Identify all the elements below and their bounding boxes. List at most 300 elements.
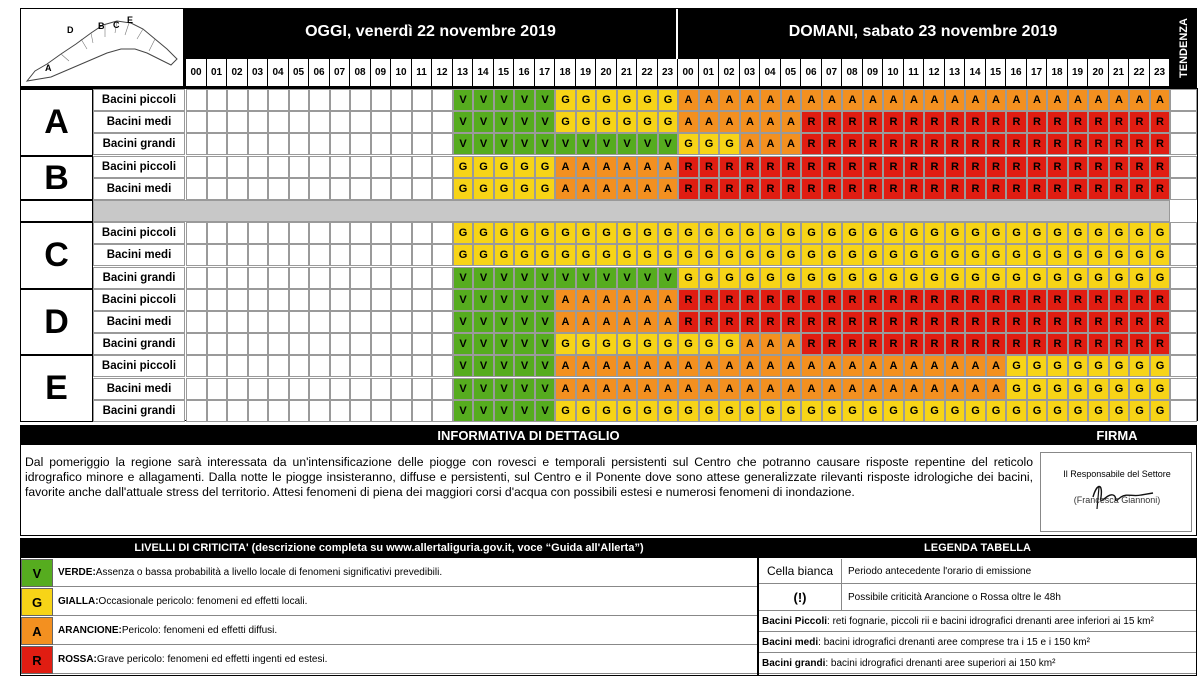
level-cell: A [781,333,801,355]
level-cell: G [760,267,781,289]
level-cell [248,89,268,111]
level-cell [207,244,227,266]
hour-label: 03 [740,59,759,86]
level-cell: R [1047,289,1068,311]
level-cell: G [1047,267,1068,289]
level-cell: A [1027,89,1047,111]
level-cell: V [494,400,514,422]
tendency-cell [1170,333,1197,355]
level-cell: A [781,133,801,155]
hour-label: 21 [1109,59,1128,86]
level-cell: R [1129,289,1150,311]
hour-label: 07 [822,59,841,86]
level-cell [432,178,453,200]
level-cell [207,400,227,422]
level-cell: R [1047,311,1068,333]
level-cell: A [637,178,658,200]
level-cell [289,355,309,377]
level-cell: A [617,156,637,178]
tendency-cell [1170,400,1197,422]
level-cell [391,111,412,133]
level-cell: G [596,400,617,422]
level-cell: R [924,289,945,311]
level-cell: R [1129,156,1150,178]
basin-label: Bacini grandi [93,333,185,355]
level-cell [371,178,391,200]
level-cell: G [801,244,822,266]
level-name: ROSSA: [58,654,97,665]
map-label-c: C [113,20,120,30]
level-cell: V [473,355,494,377]
level-desc-text: Grave pericolo: fenomeni ed effetti ingenti ed estesi. [96,654,328,665]
level-cell: R [965,156,986,178]
level-cell: R [924,333,945,355]
level-cell: G [965,400,986,422]
level-cell: G [1068,244,1088,266]
level-cell: G [494,178,514,200]
level-cell: R [1047,111,1068,133]
level-cell: V [514,133,535,155]
level-cell: G [883,267,904,289]
level-cell: V [494,289,514,311]
level-cell: G [1068,378,1088,400]
level-cell [227,289,248,311]
level-cell: A [1068,89,1088,111]
levels-title: LIVELLI DI CRITICITA' (descrizione completa su www.allertaliguria.gov.it, voce “Guida all'Allerta”) [20,538,758,558]
level-cell: G [883,400,904,422]
level-cell: G [576,111,596,133]
level-cell: R [740,289,760,311]
level-cell: V [555,267,576,289]
level-cell [371,311,391,333]
level-cell: G [1088,355,1109,377]
basin-label: Bacini medi [93,178,185,200]
level-cell: A [945,89,965,111]
level-cell: R [945,156,965,178]
level-cell: A [760,89,781,111]
level-cell: R [740,178,760,200]
level-cell: A [658,311,678,333]
level-cell [350,111,371,133]
level-cell [330,133,350,155]
level-cell [432,289,453,311]
level-cell: G [1150,244,1170,266]
level-cell: R [1068,133,1088,155]
level-cell: R [1068,178,1088,200]
level-cell [412,156,432,178]
level-cell: A [1047,89,1068,111]
level-cell [186,355,207,377]
level-cell: R [699,156,719,178]
level-cell: R [760,178,781,200]
level-cell [309,178,330,200]
level-cell: A [945,378,965,400]
level-cell [207,178,227,200]
level-cell: V [576,267,596,289]
level-cell: V [637,267,658,289]
level-cell: R [1088,111,1109,133]
legend-basin-desc: : reti fognarie, piccoli rii e bacini idrografici drenanti aree inferiori ai 15 km² [827,615,1154,627]
level-cell [207,89,227,111]
level-cell [268,355,289,377]
level-cell [432,111,453,133]
level-cell: G [514,222,535,244]
level-cell [412,111,432,133]
level-cell: G [596,89,617,111]
level-cell: G [1109,355,1129,377]
level-cell: R [781,289,801,311]
level-cell: G [1109,244,1129,266]
level-cell: A [576,355,596,377]
level-cell: R [924,178,945,200]
level-cell [309,311,330,333]
level-cell: R [1006,156,1027,178]
level-cell [289,156,309,178]
level-cell [268,311,289,333]
level-cell: G [473,156,494,178]
level-cell: A [678,111,699,133]
level-cell [289,378,309,400]
level-cell: R [863,311,883,333]
tendency-cell [1170,178,1197,200]
level-cell [227,156,248,178]
level-cell [412,178,432,200]
legend-basin-row [759,632,1196,653]
legend-white-desc: Periodo antecedente l'orario di emissione [848,565,1032,577]
level-cell: A [740,133,760,155]
level-cell [186,311,207,333]
level-cell: A [904,89,924,111]
level-cell: V [514,311,535,333]
level-cell: R [945,289,965,311]
level-cell: G [986,267,1006,289]
hour-label: 22 [637,59,657,86]
level-cell: A [965,355,986,377]
legend-basin-name: Bacini Piccoli [762,615,828,627]
hour-label: 20 [1088,59,1108,86]
level-cell: G [1027,244,1047,266]
level-cell: A [760,355,781,377]
level-cell: A [719,89,740,111]
level-cell [248,289,268,311]
level-cell: R [883,311,904,333]
level-cell [412,89,432,111]
level-cell: G [822,267,842,289]
hour-label: 01 [699,59,718,86]
level-cell [371,244,391,266]
level-cell: G [555,222,576,244]
level-cell: R [842,111,863,133]
hour-label: 11 [412,59,431,86]
level-cell: G [699,244,719,266]
level-cell: A [986,378,1006,400]
level-cell: G [1006,378,1027,400]
basin-label: Bacini grandi [93,133,185,155]
level-cell: G [781,400,801,422]
level-cell: G [1006,267,1027,289]
zone-separator-left [20,200,93,222]
level-cell [207,111,227,133]
level-cell [350,378,371,400]
level-cell [207,267,227,289]
level-cell [268,222,289,244]
level-cell: G [637,400,658,422]
hour-label: 19 [576,59,595,86]
level-cell: R [904,178,924,200]
level-cell: G [576,222,596,244]
level-cell: G [699,222,719,244]
level-cell: A [801,355,822,377]
level-cell [186,133,207,155]
level-cell: G [945,267,965,289]
level-cell: A [1006,89,1027,111]
level-cell [432,156,453,178]
level-cell: A [658,355,678,377]
level-cell: V [514,333,535,355]
level-cell: R [924,311,945,333]
level-cell: G [1088,244,1109,266]
level-cell: G [1027,222,1047,244]
level-cell [412,267,432,289]
legend-row-exclamation [759,584,1196,611]
level-cell [268,333,289,355]
level-cell: A [842,378,863,400]
level-cell [289,89,309,111]
level-cell [248,156,268,178]
level-cell [391,222,412,244]
level-cell: G [473,222,494,244]
level-cell [371,267,391,289]
level-cell: A [904,355,924,377]
level-cell [268,400,289,422]
level-cell [248,333,268,355]
basin-label: Bacini grandi [93,400,185,422]
level-cell: G [1150,400,1170,422]
level-cell: G [1006,355,1027,377]
level-cell: R [965,289,986,311]
level-cell: A [576,289,596,311]
level-cell: G [576,333,596,355]
level-cell: G [678,400,699,422]
level-cell: R [1068,111,1088,133]
level-cell [227,355,248,377]
level-cell [248,178,268,200]
level-cell: V [473,289,494,311]
level-cell [350,89,371,111]
level-cell: G [904,222,924,244]
level-cell [309,89,330,111]
hour-label: 11 [904,59,923,86]
level-cell [186,156,207,178]
level-cell [248,244,268,266]
hour-label: 12 [432,59,452,86]
level-cell: G [760,244,781,266]
level-swatch: R [21,646,53,674]
level-cell: V [453,355,473,377]
level-cell: R [1088,333,1109,355]
level-cell: G [924,400,945,422]
level-cell: G [822,244,842,266]
level-cell: G [1150,378,1170,400]
level-cell [330,289,350,311]
level-description [53,588,757,616]
basin-label: Bacini piccoli [93,222,185,244]
level-cell [227,400,248,422]
level-cell: R [1027,333,1047,355]
level-cell: R [801,133,822,155]
level-cell: G [1129,244,1150,266]
level-cell: A [904,378,924,400]
level-cell: G [617,400,637,422]
basin-label: Bacini medi [93,378,185,400]
level-cell: R [1129,111,1150,133]
level-cell: V [494,89,514,111]
level-cell: G [453,222,473,244]
level-cell [227,378,248,400]
level-cell: R [801,333,822,355]
level-desc-text: Occasionale pericolo: fenomeni ed effetti locali. [98,596,308,607]
level-cell: V [453,267,473,289]
level-cell: G [719,133,740,155]
level-cell: G [555,244,576,266]
legend-basin-row [759,611,1196,632]
signature-name: (Francesca Giannoni) [1073,495,1161,505]
zone-label: B [20,156,93,200]
level-cell [330,244,350,266]
level-cell: A [986,89,1006,111]
level-cell: A [760,333,781,355]
level-cell: R [1047,333,1068,355]
level-cell: A [740,355,760,377]
level-cell [350,156,371,178]
level-cell [248,378,268,400]
level-cell: G [965,244,986,266]
hour-label: 18 [1047,59,1067,86]
level-cell: G [1109,378,1129,400]
level-cell: G [1027,267,1047,289]
level-cell: A [924,378,945,400]
level-cell: V [596,267,617,289]
title-tomorrow: DOMANI, sabato 23 novembre 2019 [678,14,1168,50]
level-cell: G [1027,355,1047,377]
level-cell: G [1109,267,1129,289]
level-cell: A [1109,89,1129,111]
level-cell [309,244,330,266]
level-cell: A [576,311,596,333]
level-cell [391,311,412,333]
level-cell: G [1068,267,1088,289]
hour-label: 04 [760,59,780,86]
level-cell: R [1109,156,1129,178]
level-cell: R [1088,156,1109,178]
level-cell: R [1006,178,1027,200]
level-cell: R [904,156,924,178]
level-cell [432,378,453,400]
level-cell [391,133,412,155]
level-cell: R [822,333,842,355]
level-cell: R [1150,156,1170,178]
level-cell [371,133,391,155]
zone-label: C [20,222,93,289]
level-cell [289,178,309,200]
level-cell: R [801,311,822,333]
level-cell: R [822,178,842,200]
level-cell: A [576,378,596,400]
level-cell [412,333,432,355]
level-cell: G [1068,222,1088,244]
level-cell: R [1150,289,1170,311]
level-cell: R [863,333,883,355]
level-cell [309,267,330,289]
level-cell: V [514,111,535,133]
level-cell: A [596,178,617,200]
level-cell: G [1109,400,1129,422]
hour-label: 12 [924,59,944,86]
level-cell: R [904,289,924,311]
info-text: Dal pomeriggio la regione sarà interessata da un'intensificazione delle piogge con rovesci e temporali persistenti sul Centro che potranno causare risposte repentine del reticolo idrografico minore e allagamenti. Dalla notte le piogge insisteranno, diffuse e persistenti, sul Centro e il Ponente dove sono attese generalizzate rilevanti risposte idrologiche dei bacini, favorite anche dall'attuale stress del territorio. Attesi fenomeni di piena dei maggiori corsi d'acqua con possibili estesi e numerosi fenomeni di inondazione. [25,455,1033,499]
level-cell: G [514,244,535,266]
level-cell: R [842,133,863,155]
level-cell: V [473,111,494,133]
level-cell: G [494,222,514,244]
level-cell: R [986,133,1006,155]
level-cell: A [740,378,760,400]
map-label-a: A [45,63,52,73]
level-cell: V [453,311,473,333]
level-cell: A [760,133,781,155]
level-cell: V [473,89,494,111]
level-cell: G [596,222,617,244]
level-cell: G [904,244,924,266]
level-cell: G [740,400,760,422]
level-cell [248,400,268,422]
level-cell: G [1027,400,1047,422]
level-cell: A [822,378,842,400]
hour-label: 19 [1068,59,1087,86]
hour-label: 18 [555,59,575,86]
level-cell [391,333,412,355]
level-cell: V [453,111,473,133]
level-cell: G [658,89,678,111]
level-cell: R [1109,333,1129,355]
level-cell [186,400,207,422]
level-cell [330,178,350,200]
level-cell: R [781,178,801,200]
level-cell: G [760,222,781,244]
level-cell: R [1006,333,1027,355]
level-cell: G [965,222,986,244]
level-cell: R [986,289,1006,311]
level-cell [432,333,453,355]
level-cell: R [986,311,1006,333]
level-cell: R [1109,178,1129,200]
level-cell: G [965,267,986,289]
level-cell [289,222,309,244]
level-cell: G [535,178,555,200]
level-cell: V [473,133,494,155]
hour-label: 21 [617,59,636,86]
level-cell [330,222,350,244]
level-cell [391,378,412,400]
level-cell [412,222,432,244]
level-cell [432,133,453,155]
level-cell [309,355,330,377]
level-cell [227,89,248,111]
level-cell: R [678,311,699,333]
level-cell [330,400,350,422]
level-cell: R [760,289,781,311]
hour-label: 15 [986,59,1005,86]
